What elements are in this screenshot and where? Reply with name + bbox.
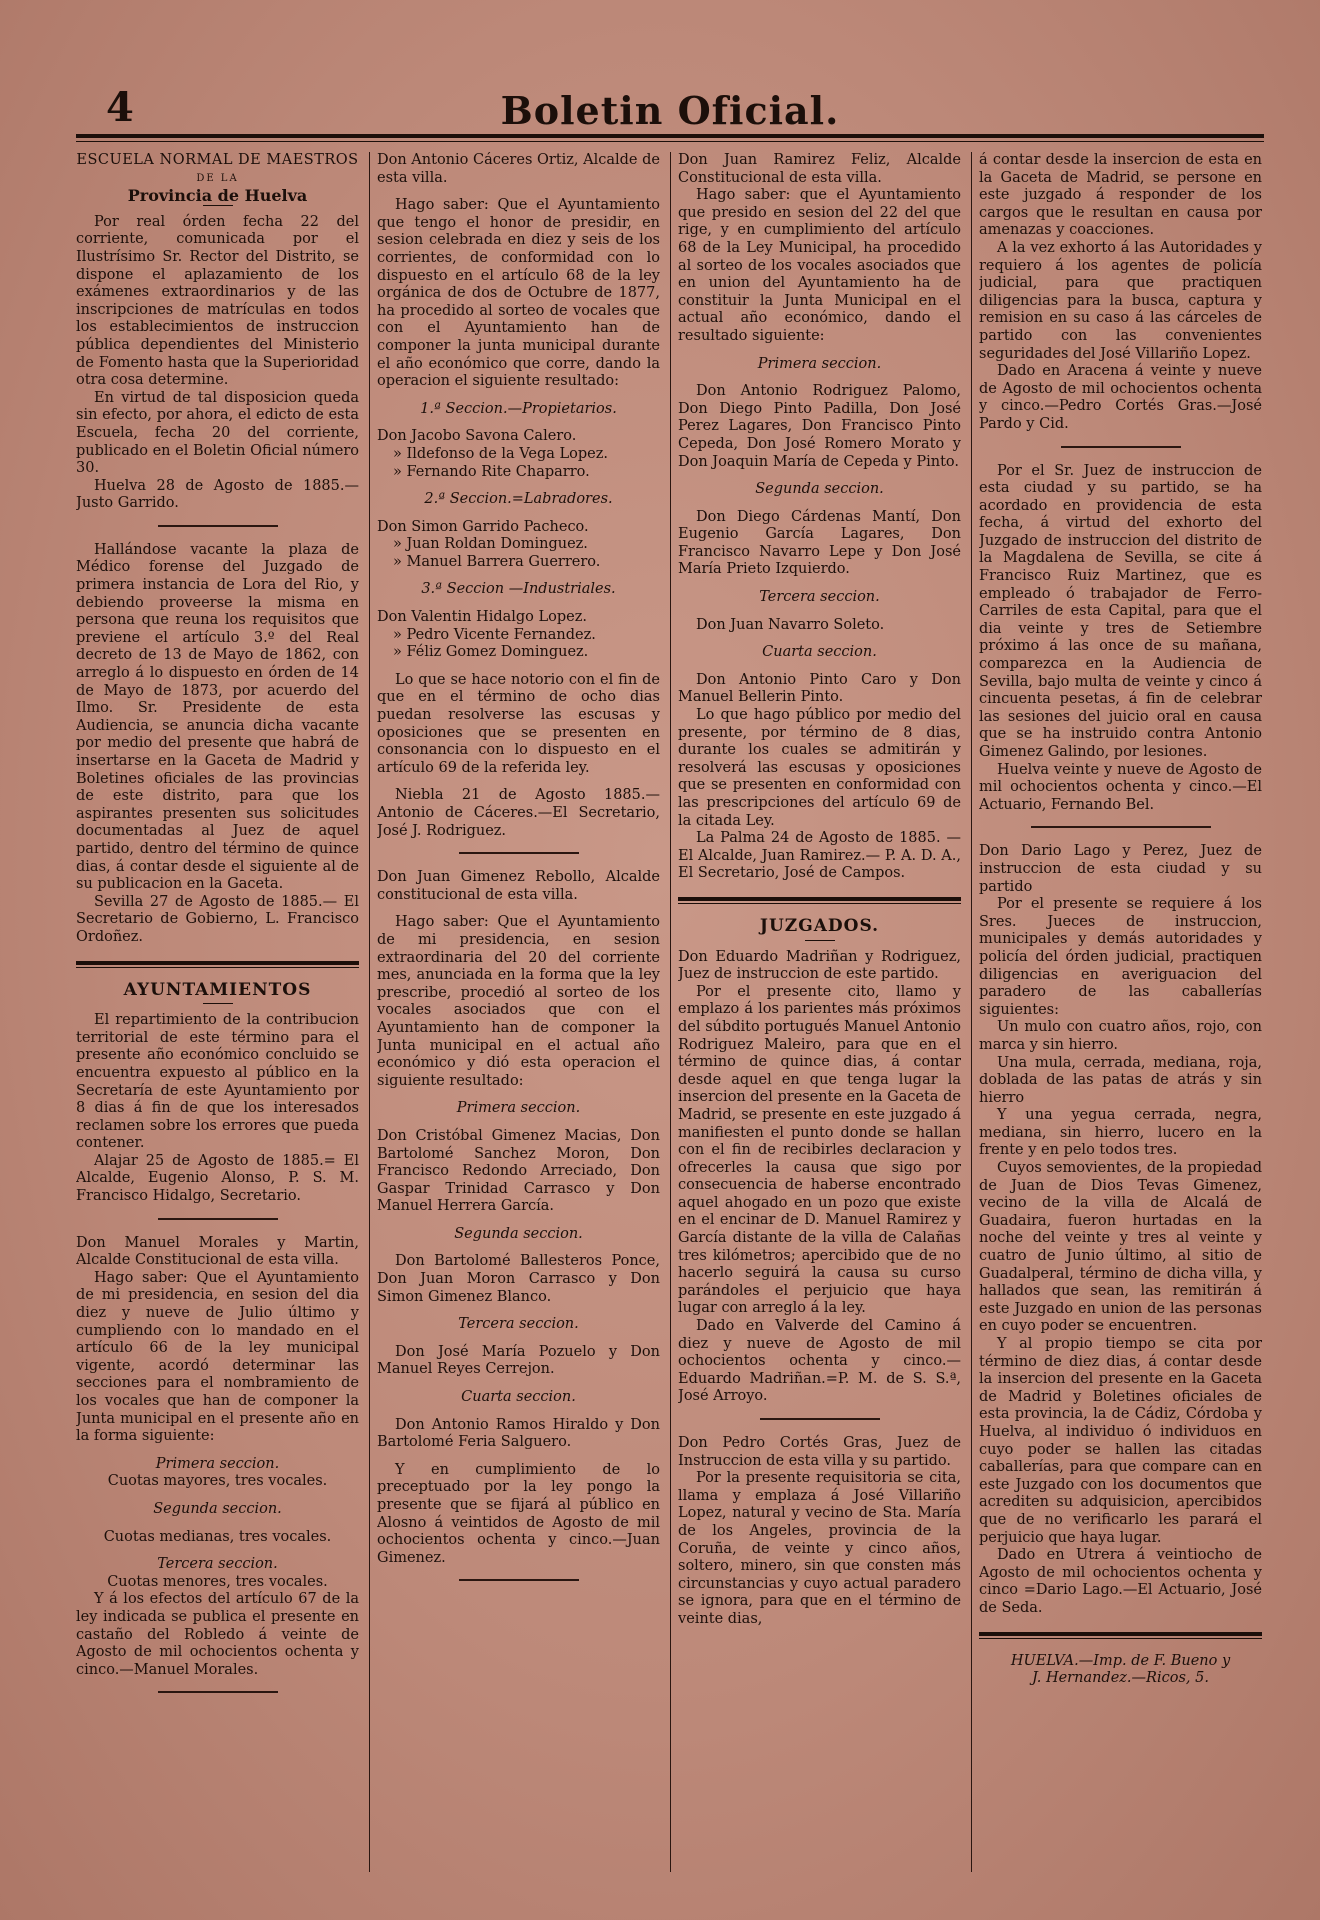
notice-title: Don Dario Lago y Perez, Juez de instruccion de esta ciudad y su partido [979,843,1262,895]
notice-paragraph: Por real órden fecha 22 del corriente, comunicada por el Ilustrísimo Sr. Rector del Distrito, se dispone el aplazamiento de los exámenes extraordinarios y de las inscripciones de matrículas en todos los establecimientos de instruccion pública dependientes del Ministerio de Fomento hasta que la Superioridad otra cosa determine. [76,213,359,389]
separator [158,1218,278,1221]
notice-title: Don Juan Ramirez Feliz, Alcalde Constitucional de esta villa. [678,152,961,186]
notice-paragraph: Y en cumplimiento de lo preceptuado por la ley pongo la presente que se fijará al público en Alosno á veintidos de Agosto de mil ochocientos ochenta y cinco.—Juan Gimenez. [377,1461,660,1566]
section-label: Primera seccion. [456,1100,581,1117]
list-item: » Manuel Barrera Guerrero. [393,553,601,570]
section-text: Don Juan Navarro Soleto. [696,616,885,633]
school-province: Provincia de Huelva [127,186,308,206]
notice-title: Don Antonio Cáceres Ortiz, Alcalde de esta villa. [377,152,660,186]
section-label: 1.ª Seccion.—Propietarios. [420,400,617,417]
column-2 [377,152,660,1892]
spacer [377,777,660,787]
notice-paragraph: Una mula, cerrada, mediana, roja, doblada de las patas de atrás y sin hierro [979,1054,1262,1106]
separator [760,1418,880,1421]
list-item: » Pedro Vicente Fernandez. [393,626,596,643]
school-heading: ESCUELA NORMAL DE MAESTROS [76,152,359,168]
spacer [678,471,961,481]
spacer [678,607,961,617]
spacer [377,599,660,609]
divider [805,940,835,941]
section-label: Tercera seccion. [759,589,880,606]
school-subheading: DE LA [196,172,239,184]
section-rule-thin [678,903,961,904]
notice-signature: Sevilla 27 de Agosto de 1885.— El Secretario de Gobierno, L. Francisco Ordoñez. [76,893,359,945]
column-divider [369,152,370,1872]
notice-paragraph: Hago saber: Que el Ayuntamiento de mi presidencia, en sesion del dia diez y nueve de Julio último y cumpliendo con lo mandado en el artículo 66 de la ley municipal vigente, acordó determinar las secciones para el nombramiento de los vocales que han de componer la Junta municipal en el presente año en la forma siguiente: [76,1269,359,1445]
section-label: Segunda seccion. [153,1500,282,1517]
separator [1031,826,1211,829]
separator [1061,446,1181,449]
columns [76,152,1264,1892]
page-header [76,84,1264,132]
section-heading-ayuntamientos: AYUNTAMIENTOS [123,979,312,1000]
notice-paragraph: Un mulo con cuatro años, rojo, con marca y sin hierro. [979,1019,1262,1053]
notice-signature: La Palma 24 de Agosto de 1885. —El Alcalde, Juan Ramirez.— P. A. D. A., El Secretario, José de Campos. [678,830,961,882]
column-divider [670,152,671,1872]
spacer [377,1334,660,1344]
notice-paragraph: Hago saber: que el Ayuntamiento que presido en sesion del 22 del que rige, y en cumplimiento del artículo 68 de la Ley Municipal, ha procedido al sorteo de los vocales asociados que en union del Ayuntamiento ha de constituir la Junta Municipal en el actual año económico, dando el resultado siguiente: [678,187,961,344]
separator [459,1579,579,1582]
section-rule [979,1632,1262,1636]
spacer [678,499,961,509]
section-label: Primera seccion. [155,1455,280,1472]
spacer [377,1216,660,1226]
section-text: Don Cristóbal Gimenez Macias, Don Bartolomé Sanchez Moron, Don Francisco Redondo Arreciado, Don Gaspar Trinidad Carrasco y Don Manuel Herrera García. [377,1127,660,1215]
spacer [377,904,660,914]
separator [459,852,579,855]
section-label: Cuarta seccion. [762,644,877,661]
header-rule [76,134,1264,138]
spacer [377,1452,660,1462]
section-label: Cuarta seccion. [461,1389,576,1406]
header-rule-thin [76,141,1264,142]
column-4 [979,152,1262,1892]
notice-paragraph: Y á los efectos del artículo 67 de la ley indicada se publica el presente en castaño del Robledo á veinte de Agosto de mil ochocientos ochenta y cinco.—Manuel Morales. [76,1591,359,1678]
printer-imprint: HUELVA.—Imp. de F. Bueno y [1010,1652,1231,1669]
notice-signature: Huelva 28 de Agosto de 1885.— Justo Garrido. [76,477,359,512]
spacer [678,346,961,356]
list-item: » Juan Roldan Dominguez. [393,536,588,553]
spacer [377,662,660,672]
section-text: Don Antonio Ramos Hiraldo y Don Bartolomé Feria Salguero. [377,1416,660,1451]
list-item: Don Valentin Hidalgo Lopez. [377,609,587,626]
spacer [678,662,961,672]
notice-signature: Dado en Valverde del Camino á diez y nueve de Agosto de mil ochocientos ochenta y cinco.—Eduardo Madriñan.=P. M. de S. S.ª, José Arroyo. [678,1318,961,1405]
spacer [678,579,961,589]
section-rule [678,897,961,901]
section-label: 2.ª Seccion.=Labradores. [424,491,613,508]
notice-paragraph: Y al propio tiempo se cita por término de diez dias, á contar desde la insercion del presente en la Gaceta de Madrid y Boletines oficiales de esta provincia, la de Cádiz, Córdoba y Huelva, al individuo ó individuos en cuyo poder se hallen las citadas caballerías, para que compare can en este Juzgado con los documentos que acrediten su adquisicion, apercibidos que de no verificarlo les parará el perjuicio que haya lugar. [979,1336,1262,1546]
section-text: Don Diego Cárdenas Mantí, Don Eugenio García Lagares, Don Francisco Navarro Lepe y Don José María Prieto Izquierdo. [678,508,961,578]
list-item: » Féliz Gomez Dominguez. [393,644,589,661]
section-text: Don José María Pozuelo y Don Manuel Reyes Cerrejon. [377,1343,660,1378]
notice-paragraph: Por el Sr. Juez de instruccion de esta ciudad y su partido, se ha acordado en providencia de esta fecha, á virtud del exhorto del Juzgado de instruccion del distrito de la Magdalena de Sevilla, se cite á Francisco Ruiz Martinez, que es empleado ó trabajador de Ferro-Carriles de esta Capital, para que el dia veinte y tres de Setiembre próximo á las once de su mañana, comparezca en la Audiencia de Sevilla, bajo multa de veinte y cinco á cincuenta pesetas, á fin de celebrar las sesiones del juicio oral en causa que se ha instruido contra Antonio Gimenez Galindo, por lesiones. [979,462,1262,760]
section-text: Don Bartolomé Ballesteros Ponce, Don Juan Moron Carrasco y Don Simon Gimenez Blanco. [377,1253,660,1305]
spacer [377,1306,660,1316]
section-label: Tercera seccion. [458,1316,579,1333]
spacer [76,1546,359,1556]
newspaper-title: Boletin Oficial. [500,88,840,133]
separator [158,525,278,528]
spacer [377,1407,660,1417]
spacer [377,509,660,519]
section-rule [76,961,359,965]
spacer [377,418,660,428]
section-label: Segunda seccion. [454,1225,583,1242]
printer-imprint-address: J. Hernandez.—Ricos, 5. [1032,1670,1209,1687]
notice-signature: Dado en Aracena á veinte y nueve de Agosto de mil ochocientos ochenta y cinco.—Pedro Cortés Gras.—José Pardo y Cid. [979,363,1262,432]
section-text: Cuotas medianas, tres vocales. [103,1528,332,1545]
notice-paragraph: Y una yegua cerrada, negra, mediana, sin hierro, lucero en la frente y en pelo todos tres. [979,1107,1262,1159]
notice-paragraph: Lo que hago público por medio del presente, por término de 8 dias, durante los cuales se admitirán y resolverá las escusas y oposiciones que se presenten en conformidad con las prescripciones del artículo 69 de la citada Ley. [678,707,961,829]
spacer [377,1118,660,1128]
notice-paragraph: Por el presente se requiere á los Sres. Jueces de instruccion, municipales y demás autoridades y policía del órden judicial, practiquen diligencias en averiguacion del paradero de las caballerías siguientes: [979,896,1262,1018]
spacer [76,1519,359,1529]
notice-paragraph: Hago saber: Que el Ayuntamiento que tengo el honor de presidir, en sesion celebrada en diez y seis de los corrientes, de conformidad con lo dispuesto en el artículo 68 de la ley orgánica de dos de Octubre de 1877, ha procedido al sorteo de vocales que con el Ayuntamiento han de componer la junta municipal durante el año económico que corre, dando la operacion el siguiente resultado: [377,197,660,390]
section-label: Segunda seccion. [755,481,884,498]
section-rule-thin [76,967,359,968]
notice-title: Don Pedro Cortés Gras, Juez de Instruccion de esta villa y su partido. [678,1435,961,1469]
spacer [377,1090,660,1100]
notice-paragraph: A la vez exhorto á las Autoridades y requiero á los agentes de policía judicial, para que practiquen diligencias para la busca, captura y remision en su caso á las cárceles de partido con las convenientes seguridades del José Villariño Lopez. [979,239,1262,362]
column-divider [971,152,972,1872]
notice-title: Don Manuel Morales y Martin, Alcalde Constitucional de esta villa. [76,1234,359,1269]
list-item: Don Jacobo Savona Calero. [377,428,577,445]
spacer [377,571,660,581]
notice-signature: Alajar 25 de Agosto de 1885.= El Alcalde, Eugenio Alonso, P. S. M. Francisco Hidalgo, Secretario. [76,1152,359,1205]
notice-paragraph: Hago saber: Que el Ayuntamiento de mi presidencia, en sesion extraordinaria del 20 del corriente mes, anunciada en la forma que la ley prescribe, procedió al sorteo de los vocales asociados que con el Ayuntamiento han de componer la Junta municipal en el actual año económico y dió esta operacion el siguiente resultado: [377,914,660,1089]
notice-title: Don Juan Gimenez Rebollo, Alcalde constitucional de esta villa. [377,869,660,903]
spacer [76,1446,359,1456]
notice-paragraph: á contar desde la insercion de esta en la Gaceta de Madrid, se persone en este juzgado á responder de los cargos que le resultan en causa por amenazas y coacciones. [979,152,1262,239]
spacer [377,391,660,401]
notice-signature: Niebla 21 de Agosto 1885.—Antonio de Cáceres.—El Secretario, José J. Rodriguez. [377,787,660,839]
notice-paragraph: Cuyos semovientes, de la propiedad de Juan de Dios Tevas Gimenez, vecino de la villa de Alcalá de Guadaira, fueron hurtadas en la noche del veinte y tres al veinte y cuatro de Junio último, al sitio de Guadalperal, término de dicha villa, y hallados que sean, las remitirán á este Juzgado en union de las personas en cuyo poder se encuentren. [979,1160,1262,1335]
section-text: Cuotas mayores, tres vocales. [107,1473,328,1490]
spacer [76,1491,359,1501]
notice-title: Don Eduardo Madriñan y Rodriguez, Juez de instruccion de este partido. [678,948,961,983]
notice-paragraph: En virtud de tal disposicion queda sin efecto, por ahora, el edicto de esta Escuela, fecha 20 del corriente, publicado en el Boletin Oficial número 30. [76,389,359,477]
divider [203,1003,233,1004]
section-text: Cuotas menores, tres vocales. [107,1573,328,1590]
section-label: Primera seccion. [757,355,882,372]
section-text: Don Antonio Rodriguez Palomo, Don Diego Pinto Padilla, Don José Perez Lagares, Don Francisco Pinto Cepeda, Don José Romero Morato y Don Joaquin María de Cepeda y Pinto. [678,383,961,470]
section-label: Tercera seccion. [157,1556,278,1573]
column-3 [678,152,961,1892]
spacer [377,187,660,197]
separator [158,1691,278,1694]
spacer [678,373,961,383]
notice-paragraph: Por la presente requisitoria se cita, llama y emplaza á José Villariño Lopez, natural y vecino de Sta. María de los Angeles, provincia de la Coruña, de veinte y cinco años, soltero, minero, sin que consten más circunstancias y cuyo actual paradero se ignora, para que en el término de veinte dias, [678,1470,961,1627]
spacer [377,1379,660,1389]
section-text: Don Antonio Pinto Caro y Don Manuel Bellerin Pinto. [678,671,961,706]
notice-paragraph: Por el presente cito, llamo y emplazo á los parientes más próximos del súbdito portugués Manuel Antonio Rodriguez Maleiro, para que en el término de quince dias, á contar desde aquel en que tenga lugar la insercion del presente en la Gaceta de Madrid, se presente en este juzgado á manifiesten el punto donde se hallan con el fin de recibirles declaracion y ofrecerles la causa que sigo por consecuencia de haberse encontrado aquel ahogado en un pozo que existe en el encinar de D. Manuel Ramirez y García distante de la villa de Calañas tres kilómetros; apercibido que de no hacerlo seguirá la causa su curso parándoles el perjuicio que haya lugar con arreglo á la ley. [678,983,961,1317]
notice-paragraph: El repartimiento de la contribucion territorial de este término para el presente año económico concluido se encuentra expuesto al público en la Secretaría de este Ayuntamiento por 8 dias á fin de que los interesados reclamen sobre los errores que pueda contener. [76,1012,359,1152]
list-item: » Fernando Rite Chaparro. [393,463,590,480]
page-number: 4 [106,84,134,131]
spacer [377,481,660,491]
column-1 [76,152,359,1892]
spacer [678,634,961,644]
notice-paragraph: Lo que se hace notorio con el fin de que en el término de ocho dias puedan resolverse las escusas y oposiciones que se presenten en consonancia con lo dispuesto en el artículo 69 de la referida ley. [377,671,660,776]
section-rule-thin [979,1638,1262,1639]
spacer [377,1243,660,1253]
list-item: » Ildefonso de la Vega Lopez. [393,445,609,462]
notice-paragraph: Hallándose vacante la plaza de Médico forense del Juzgado de primera instancia de Lora del Rio, y debiendo proveerse la misma en persona que reuna los requisitos que previene el artículo 3.º del Real decreto de 13 de Mayo de 1862, con arreglo á lo dispuesto en órden de 14 de Mayo de 1873, por acuerdo del Ilmo. Sr. Presidente de esta Audiencia, se anuncia dicha vacante por medio del presente que habrá de insertarse en la Gaceta de Madrid y Boletines oficiales de las provincias de este distrito, para que los aspirantes presenten sus solicitudes documentadas al Juez de aquel partido, dentro del término de quince dias, á contar desde el siguiente al de su publicacion en la Gaceta. [76,541,359,893]
list-item: Don Simon Garrido Pacheco. [377,518,589,535]
section-heading-juzgados: JUZGADOS. [759,915,880,936]
notice-signature: Huelva veinte y nueve de Agosto de mil ochocientos ochenta y cinco.—El Actuario, Fernando Bel. [979,761,1262,813]
notice-signature: Dado en Utrera á veintiocho de Agosto de mil ochocientos ochenta y cinco =Dario Lago.—El Actuario, José de Seda. [979,1547,1262,1616]
section-label: 3.ª Seccion —Industriales. [421,581,616,598]
